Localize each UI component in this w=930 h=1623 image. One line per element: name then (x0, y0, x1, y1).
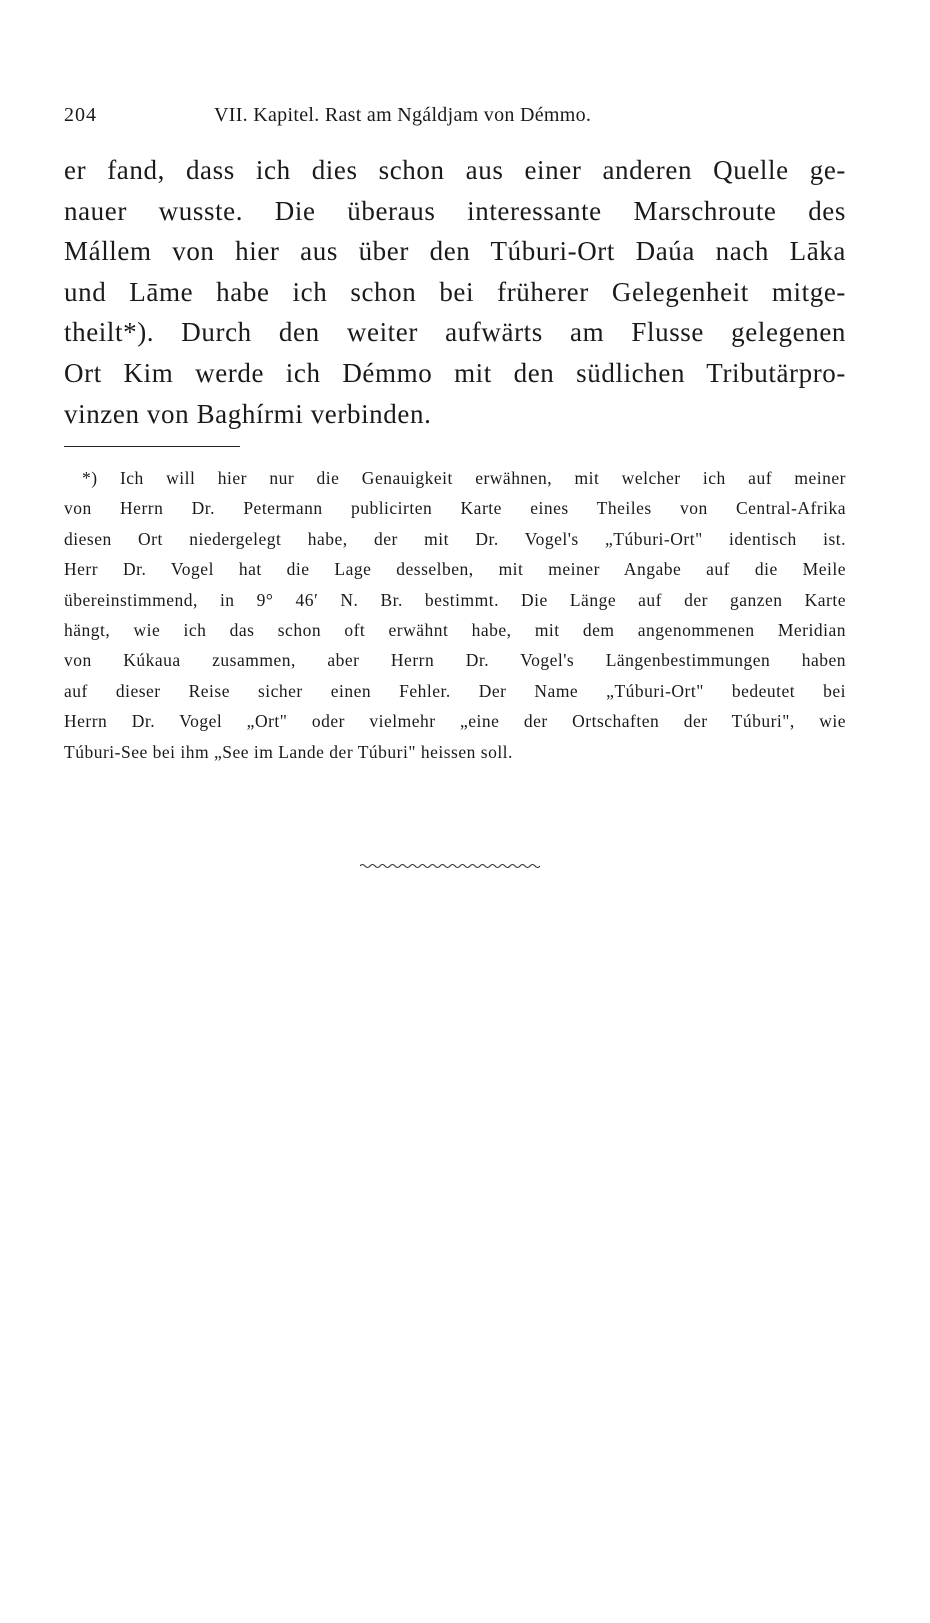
footnote-line: übereinstimmend, in 9° 46′ N. Br. bestimmt. Die Länge auf der ganzen Karte (64, 589, 846, 610)
running-head (64, 104, 844, 134)
footnote-line: von Herrn Dr. Petermann publicirten Karte eines Theiles von Central-Afrika (64, 498, 846, 519)
end-ornament-wavy-rule (360, 862, 540, 870)
footnote-divider (64, 446, 240, 447)
page-number: 204 (64, 104, 97, 126)
footnote (64, 463, 846, 767)
footnote-line: *) Ich will hier nur die Genauigkeit erwähnen, mit welcher ich auf meiner (82, 468, 846, 488)
footnote-line: diesen Ort niedergelegt habe, der mit Dr. Vogel's „Túburi-Ort" identisch ist. (64, 528, 846, 549)
body-paragraph (64, 150, 846, 434)
footnote-line: hängt, wie ich das schon oft erwähnt habe, mit dem angenommenen Meridian (64, 620, 846, 641)
body-line: nauer wusste. Die überaus interessante Marschroute des (64, 195, 846, 226)
footnote-line: Túburi-See bei ihm „See im Lande der Túburi" heissen soll. (64, 741, 513, 762)
body-line: Mállem von hier aus über den Túburi-Ort Daúa nach Lāka (64, 236, 846, 267)
body-line: vinzen von Baghírmi verbinden. (64, 398, 432, 429)
footnote-line: von Kúkaua zusammen, aber Herrn Dr. Vogel's Längenbestimmungen haben (64, 650, 846, 671)
footnote-line: Herr Dr. Vogel hat die Lage desselben, mit meiner Angabe auf die Meile (64, 559, 846, 580)
footnote-line: auf dieser Reise sicher einen Fehler. Der Name „Túburi-Ort" bedeutet bei (64, 680, 846, 701)
body-line: er fand, dass ich dies schon aus einer anderen Quelle ge- (64, 155, 846, 185)
footnote-line: Herrn Dr. Vogel „Ort" oder vielmehr „eine der Ortschaften der Túburi", wie (64, 711, 846, 732)
chapter-title: VII. Kapitel. Rast am Ngáldjam von Démmo. (214, 104, 592, 126)
body-line: Ort Kim werde ich Démmo mit den südlichen Tributärpro- (64, 357, 846, 388)
body-line: und Lāme habe ich schon bei früherer Gelegenheit mitge- (64, 276, 846, 307)
body-line: theilt*). Durch den weiter aufwärts am Flusse gelegenen (64, 317, 846, 348)
